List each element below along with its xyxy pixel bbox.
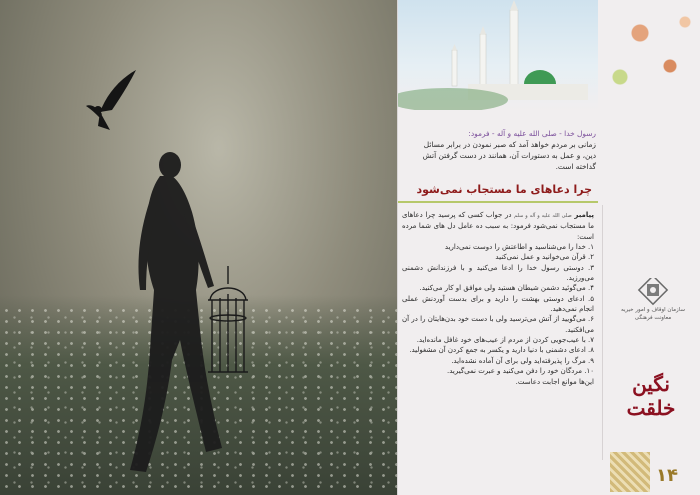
list-item: ۸. ادعای دشمنی با دنیا دارید و یکسر به جمع کردن آن مشغولید.: [409, 346, 594, 355]
list-item: ۷. با عیب‌جویی کردن از مردم از عیب‌های خود غافل مانده‌اید.: [416, 336, 594, 345]
brand-calligraphy: [604, 372, 698, 420]
silhouette-figure: [130, 152, 222, 472]
corner-ornament: [610, 452, 650, 492]
list-item: ۶. می‌گویید از آتش می‌ترسید ولی با دست خود بدن‌هایتان را در آن می‌افکنید.: [402, 315, 594, 334]
heading-bar: [398, 177, 598, 203]
emblem-icon: [616, 278, 690, 308]
article-body: [398, 210, 602, 387]
brand-line1: نگین: [632, 372, 670, 396]
list-item: ۵. ادعای دوستی بهشت را دارید و برای بدست آوردنش عملی انجام نمی‌دهید.: [402, 294, 594, 314]
intro-lead: پیامبر: [574, 211, 595, 219]
organization-name: [608, 306, 698, 322]
closing-line: این‌ها موانع اجابت دعاست.: [515, 377, 594, 386]
list-item: ۳. دوستی رسول خدا را ادعا می‌کنید و با فرزندانش دشمنی می‌ورزید.: [402, 263, 594, 283]
hadith-speaker: رسول خدا - صلی الله علیه و آله - فرمود:: [468, 129, 596, 138]
brand-line2: خلقت: [626, 396, 676, 420]
organization-line1: سازمان اوقاف و امور خیریه: [621, 307, 685, 313]
article-heading: چرا دعاهای ما مستجاب نمی‌شود: [416, 182, 592, 196]
page-number: ۱۴: [656, 465, 678, 486]
organization-line2: معاونت فرهنگی: [634, 315, 672, 321]
list-item: ۹. مرگ را پذیرفته‌اید ولی برای آن آماده نشده‌اید.: [451, 356, 594, 365]
hadith-text: زمانی بر مردم خواهد آمد که صبر نمودن در برابر مسائل دین، و عمل به دستورات آن، همانند در دست گرفتن آتش گداخته است.: [422, 140, 596, 171]
list-item: ۱. خدا را می‌شناسید و اطاعتش را دوست نمی‌دارید: [444, 243, 594, 252]
mosque-illustration: [398, 0, 598, 110]
mosque-icon: [398, 0, 598, 110]
intro-rest: در جواب کسی که پرسید چرا دعاهای ما مستجاب نمی‌شود فرمود: به سبب ده عامل دل های شما مرده است:: [402, 211, 594, 241]
intro-honorific: صلی الله علیه و آله و سلم: [514, 213, 572, 219]
bird-icon: [86, 70, 136, 130]
column-divider: [602, 205, 603, 460]
intro-paragraph: [402, 210, 594, 242]
list-item: ۲. قرآن می‌خوانید و عمل نمی‌کنید: [495, 253, 594, 262]
list-item: ۴. می‌گوئید دشمن شیطان هستید ولی موافق او کار می‌کنید.: [419, 284, 594, 293]
list-item: ۱۰. مردگان خود را دفن می‌کنید و عبرت نمی‌گیرید.: [447, 367, 594, 376]
floral-ornament: [600, 0, 700, 110]
cage-icon: [208, 266, 248, 372]
hadith-quote: [418, 128, 596, 172]
